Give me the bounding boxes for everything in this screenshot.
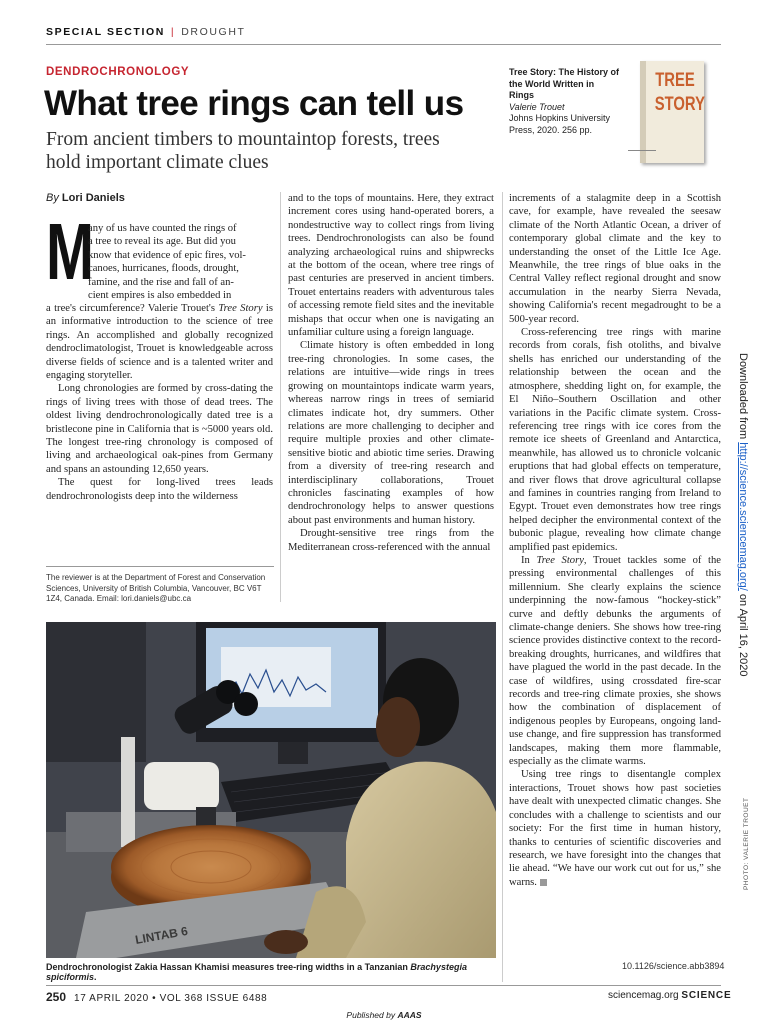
byline-prefix: By (46, 192, 59, 204)
paragraph: increments of a stalagmite deep in a Scottish cave, for example, have revealed the seesaw climate of the North Atlantic Ocean, a driver of contemporary global climate and the key to understanding the onset of the Little Ice Age. Meanwhile, the tree rings of blue oaks in the Central Valley reflect regional drought and snow accumulation in the nearby Sierra Nevada, showing California's recent megadrought to be a 500-year record. (509, 193, 721, 325)
paragraph: The quest for long-lived trees leads dendrochronologists deep into the wilderness (46, 477, 273, 502)
column-divider (502, 192, 503, 982)
doi: 10.1126/science.abb3894 (622, 961, 725, 971)
photo-caption: Dendrochronologist Zakia Hassan Khamisi measures tree-ring widths in a Tanzanian Brachystegia spiciformis. (46, 962, 467, 982)
header-rule (46, 44, 721, 45)
paragraph: Climate history is often embedded in long tree-ring chronologies. In some cases, the relations are intuitive—wide rings in trees growing on mountaintops indicate warm years, whereas narrow rings in trees of semiarid climates indicate hot, dry summers. Other relations are more challenging to decipher and require multiple proxies and other climate-sensitive biotic and abiotic time series. Drawing from a diversity of tree-ring research and interdisciplinary collaborations, Trouet chronicles fascinating examples of how dendrochronology helps to answer questions about past environments and human history. (288, 340, 494, 526)
paragraph: Drought-sensitive tree rings from the Mediterranean cross-referenced with the annual (288, 528, 494, 553)
dropcap-lines (88, 222, 273, 302)
text-line: famine, and the rise and fall of an- (88, 276, 234, 288)
column-3-body (509, 192, 721, 889)
footer-left (46, 990, 267, 1004)
download-note: Downloaded from http://science.sciencemag.org/ on April 16, 2020 (737, 353, 749, 677)
journal-name: SCIENCE (681, 990, 732, 1001)
article-photo (46, 622, 496, 958)
end-mark (540, 879, 547, 886)
column-1-body (46, 302, 273, 503)
book-cover (640, 61, 704, 163)
site-link[interactable]: sciencemag.org (608, 990, 679, 1001)
equipment-label: LINTAB 6 (134, 923, 189, 947)
footer-right (608, 990, 731, 1001)
download-link[interactable]: http://science.sciencemag.org/ (737, 442, 749, 591)
text-line: any of us have counted the rings of (88, 223, 237, 234)
book-info (509, 67, 621, 136)
column-2-body (288, 192, 494, 554)
paragraph: In Tree Story, Trouet tackles some of the pressing environmental challenges of this millennium. She clearly explains the science underpinning the now-famous “hockey-stick” curve and deftly debunks the arguments of climate-change deniers. She shows how tree-ring science provides distinctive context to the record-breaking droughts, hurricanes, and wildfires that have plagued the world in the past decade. In the case of wildfires, using crossdated fire-scar records and tree-ring climate proxies, she shows how the combination of displacement of indigenous peoples by Europeans, ongoing land-use change, and fire suppression has transformed landscapes, making them more flammable, especially as the climate warms. (509, 554, 721, 768)
column-divider (280, 192, 281, 602)
paragraph: and to the tops of mountains. Here, they extract increment cores using hand-operated borers, a nondestructive way to collect rings from living trees. Dendrochronologists can also be found analyzing archaeological ruins and shipwrecks at the bottom of the ocean, where tree rings of past centuries are preserved in ancient timbers. Trouet entertains readers with adventurous tales of accessing remote field sites and the inevitable mishaps that occur when one is navigating an unfamiliar culture using a foreign language. (288, 193, 494, 339)
book-rule (628, 150, 656, 151)
paragraph: Using tree rings to disentangle complex interactions, Trouet shows how past societies have dealt with unexpected climatic changes. She concludes with a challenge to scientists and our society: For the first time in human history, thanks to centuries of scientific discoveries and research, we have foresight into the changes that lie ahead. “We have our work cut out for us,” she warns. (509, 769, 721, 888)
section-label: SPECIAL SECTION (46, 26, 165, 38)
book-cover-line2: STORY (654, 94, 705, 115)
dek: From ancient timbers to mountaintop forests, trees hold important climate clues (46, 129, 440, 173)
paragraph: Long chronologies are formed by cross-dating the rings of living trees with those of dead trees. The oldest living dendrochronologically dated tree is a bristlecone pine in California that is ~5000 years old. The longest tree-ring chronology is composed of living and archaeological oak-pines from Germany and spans an astounding 12,650 years. (46, 383, 273, 475)
book-title: Tree Story: The History of the World Written in Rings (509, 67, 620, 100)
page-number: 250 (46, 990, 67, 1004)
byline-author: Lori Daniels (61, 192, 125, 204)
reviewer-note: The reviewer is at the Department of Forest and Conservation Sciences, University of British Columbia, Vancouver, BC V6T 1Z4, Canada. Email: lori.daniels@ubc.ca (46, 573, 266, 603)
text-line: know that evidence of epic fires, vol- (88, 249, 246, 261)
book-publisher: Johns Hopkins University Press, 2020. 256 pp. (509, 113, 611, 135)
book-author: Valerie Trouet (509, 101, 565, 112)
byline (46, 192, 125, 204)
kicker: DENDROCHRONOLOGY (46, 66, 190, 78)
drop-cap: M (46, 207, 94, 296)
section-separator: | (170, 26, 176, 38)
page-title: What tree rings can tell us (44, 84, 464, 123)
issue-info: 17 APRIL 2020 • VOL 368 ISSUE 6488 (74, 993, 268, 1004)
footnote-rule (46, 566, 274, 567)
section-topic: DROUGHT (181, 26, 246, 38)
text-line: a tree to reveal its age. But did you (88, 236, 236, 248)
text-line: cient empires is also embedded in (88, 290, 232, 302)
photo-credit: PHOTO: VALERIE TROUET (743, 797, 750, 890)
paragraph: a tree's circumference? Valerie Trouet's Tree Story is an informative introduction to the science of tree rings. An accomplished and globally recognized dendroclimatologist, Trouet is knowledgeable across diverse fields of science and is a talented writer and engaging storyteller. (46, 303, 274, 382)
publisher-line: Published by AAAS (346, 1010, 422, 1020)
footer-rule (46, 985, 721, 986)
paragraph: Cross-referencing tree rings with marine records from corals, fish otoliths, and bivalve shells has enriched our understanding of the relationship between the ocean and the atmosphere, shedding light on, for example, the El Niño–Southern Oscillation and other variations in the Pacific climate system. Cross-referencing tree rings with ice cores from the remote ice sheets of Greenland and Antarctica, meanwhile, has allowed us to chronicle volcanic eruptions that had global effects on temperature, and river flows that drove agricultural collapse and famines in countries ranging from Ireland to Egypt. Trouet even demonstrates how tree rings helped decipher the environmental context of the bubonic plague, revealing how climate change amplified past epidemics. (509, 327, 721, 553)
text-line: canoes, hurricanes, floods, drought, (88, 263, 239, 275)
section-header (46, 26, 246, 38)
book-cover-line1: TREE (655, 70, 695, 91)
